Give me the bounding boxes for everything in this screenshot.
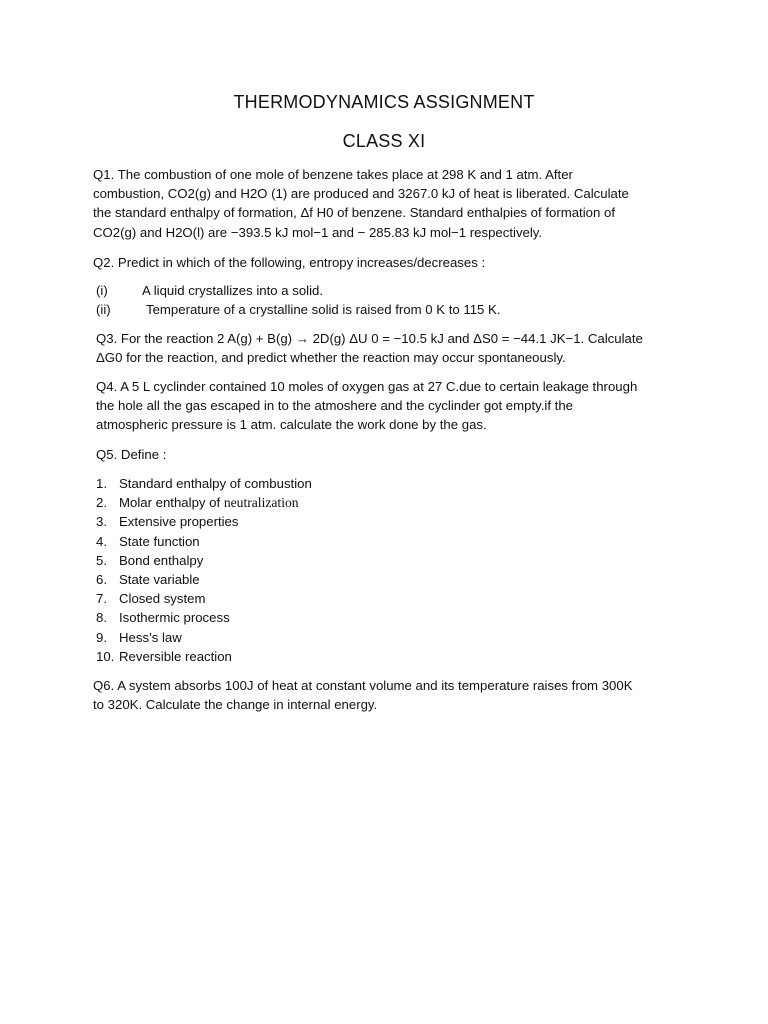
list-item-text: State function	[119, 533, 200, 549]
list-item-label: (i)	[96, 283, 108, 298]
list-item	[96, 628, 596, 647]
question-6-line: to 320K. Calculate the change in internal energy.	[93, 697, 378, 713]
list-item	[96, 281, 656, 300]
list-item-text-part: Molar enthalpy of	[119, 495, 224, 511]
list-item-number: 10.	[96, 648, 115, 664]
question-5-text: Q5. Define :	[96, 447, 167, 462]
question-2-text: Q2. Predict in which of the following, entropy increases/decreases :	[93, 255, 486, 270]
list-item-text: A liquid crystallizes into a solid.	[142, 283, 324, 298]
question-1-line: combustion, CO2(g) and H2O (1) are produced and 3267.0 kJ of heat is liberated. Calculate	[93, 186, 629, 202]
list-item	[96, 493, 596, 512]
page-subtitle: CLASS XI	[342, 131, 426, 151]
list-item-text	[119, 493, 299, 512]
list-item-number: 9.	[96, 629, 107, 645]
list-item-text: Standard enthalpy of combustion	[119, 476, 312, 491]
question-2-list	[96, 281, 656, 319]
question-6-line: Q6. A system absorbs 100J of heat at constant volume and its temperature raises from 300K	[93, 678, 633, 693]
list-item	[96, 608, 596, 627]
list-item	[96, 589, 596, 608]
question-1-line: CO2(g) and H2O(l) are −393.5 kJ mol−1 and − 285.83 kJ mol−1 respectively.	[93, 224, 543, 240]
list-item-number: 8.	[96, 610, 107, 626]
question-3-line: Q3. For the reaction 2 A(g) + B(g) → 2D(g) ΔU 0 = −10.5 kJ and ΔS0 = −44.1 JK−1. Calculate	[96, 331, 643, 346]
list-item	[96, 551, 596, 570]
list-item-text: Extensive properties	[119, 514, 239, 530]
list-item-text: Temperature of a crystalline solid is raised from 0 K to 115 K.	[146, 302, 501, 318]
list-item-text: Bond enthalpy	[119, 552, 204, 568]
list-item-number: 6.	[96, 571, 107, 587]
question-3	[96, 329, 686, 367]
list-item	[96, 474, 596, 493]
list-item	[96, 532, 596, 551]
list-item-number: 2.	[96, 495, 107, 511]
list-item-number: 3.	[96, 514, 107, 530]
list-item	[96, 570, 596, 589]
list-item-number: 7.	[96, 591, 107, 607]
list-item-label: (ii)	[96, 302, 111, 318]
question-4-line: the hole all the gas escaped in to the atmoshere and the cyclinder got empty.if the	[96, 398, 573, 414]
question-6	[93, 676, 683, 714]
list-item-number: 5.	[96, 552, 107, 568]
question-5-list	[96, 474, 596, 666]
page-title: THERMODYNAMICS ASSIGNMENT	[233, 92, 535, 112]
list-item	[96, 300, 656, 319]
question-3-line: ΔG0 for the reaction, and predict whether the reaction may occur spontaneously.	[96, 350, 566, 366]
question-1	[93, 165, 683, 242]
list-item-number: 1.	[96, 476, 107, 491]
question-4-line: atmospheric pressure is 1 atm. calculate the work done by the gas.	[96, 417, 487, 433]
question-4-line: Q4. A 5 L cyclinder contained 10 moles of oxygen gas at 27 C.due to certain leakage through	[96, 379, 638, 394]
list-item-text: State variable	[119, 571, 200, 587]
list-item	[96, 647, 596, 666]
list-item-text: Isothermic process	[119, 610, 230, 626]
list-item-text: Reversible reaction	[119, 648, 232, 664]
list-item-text: Closed system	[119, 591, 206, 607]
question-4	[96, 377, 686, 435]
list-item	[96, 512, 596, 531]
list-item-text-serif: neutralization	[223, 495, 299, 511]
list-item-number: 4.	[96, 533, 107, 549]
question-1-line: Q1. The combustion of one mole of benzene takes place at 298 K and 1 atm. After	[93, 167, 573, 182]
question-5	[96, 445, 686, 464]
question-2	[93, 253, 683, 272]
list-item-text: Hess’s law	[119, 629, 182, 645]
question-1-line: the standard enthalpy of formation, Δf H0 of benzene. Standard enthalpies of formation of	[93, 205, 615, 221]
